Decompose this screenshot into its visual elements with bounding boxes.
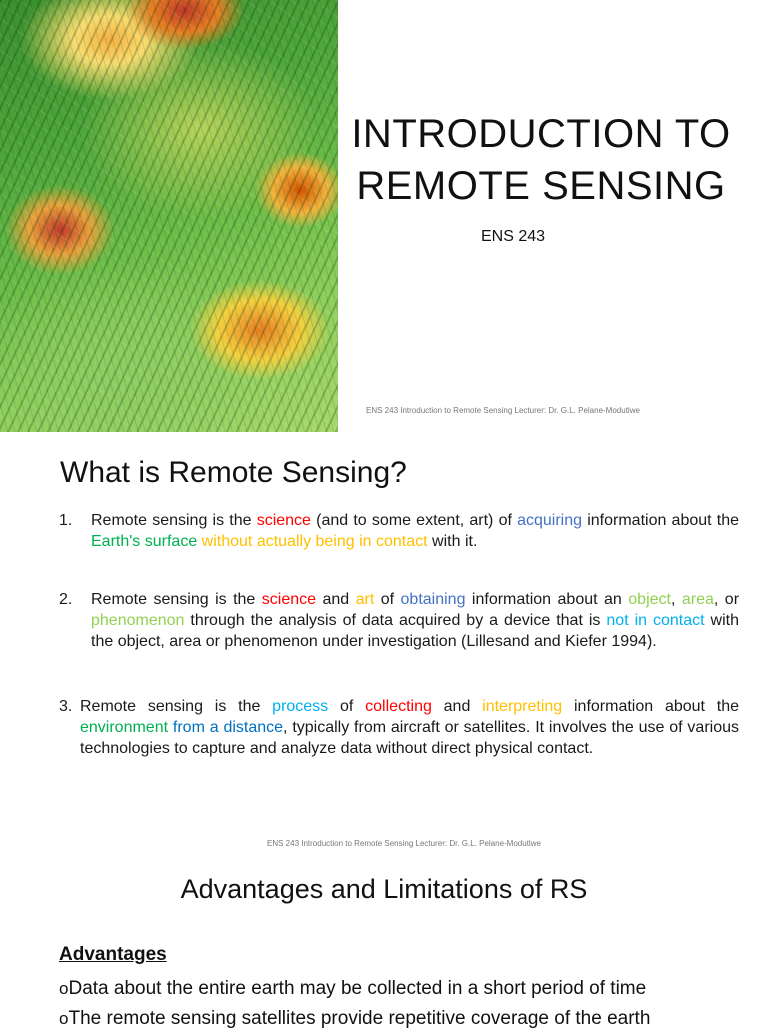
course-code: ENS 243 (481, 228, 546, 245)
highlight-process: process (272, 698, 329, 715)
advantage-item-2 (59, 1007, 650, 1031)
definition-item-2 (59, 589, 739, 652)
slide-footer: ENS 243 Introduction to Remote Sensing Lecturer: Dr. G.L. Pelane-Modutlwe (267, 839, 541, 848)
slide-footer: ENS 243 Introduction to Remote Sensing Lecturer: Dr. G.L. Pelane-Modutlwe (366, 406, 640, 415)
highlight-art: art (355, 591, 375, 608)
highlight-science: science (261, 591, 317, 608)
title-line-2: REMOTE SENSING (356, 164, 726, 208)
highlight-without-contact: without actually being in contact (201, 533, 428, 550)
advantages-slide (0, 860, 768, 1029)
highlight-acquiring: acquiring (517, 512, 583, 529)
item-number: 2. (59, 591, 73, 608)
bullet-icon: o (59, 1009, 69, 1028)
slide-title: What is Remote Sensing? (60, 456, 407, 489)
highlight-from-a-distance: from a distance (172, 719, 284, 736)
definition-item-1 (59, 510, 739, 552)
item-number: 1. (59, 512, 73, 529)
item-text: Remote sensing is the process of collecting and interpreting information about the environment from a distance, typically from aircraft or satellites. It involves the use of various technologies to capture and analyze data without direct physical contact. (80, 698, 740, 757)
advantage-item-1 (59, 977, 646, 1001)
highlight-obtaining: obtaining (400, 591, 466, 608)
slide-title: Advantages and Limitations of RS (180, 874, 588, 904)
item-number: 3. (59, 698, 73, 715)
advantage-text: Data about the entire earth may be collected in a short period of time (68, 978, 647, 999)
highlight-area: area (681, 591, 714, 608)
item-text: Remote sensing is the science and art of obtaining information about an object, area, or phenomenon through the analysis of data acquired by a device that is not in contact with the object, area or phenomenon under investigation (Lillesand and Kiefer 1994). (91, 591, 740, 650)
title-line-1: INTRODUCTION TO (351, 112, 731, 156)
slide-title (346, 108, 736, 212)
title-slide (0, 0, 768, 432)
advantage-text: The remote sensing satellites provide repetitive coverage of the earth (68, 1008, 651, 1029)
highlight-phenomenon: phenomenon (91, 612, 185, 629)
definition-slide (0, 432, 768, 860)
highlight-science: science (256, 512, 311, 529)
highlight-collecting: collecting (365, 698, 432, 715)
bullet-icon: o (59, 979, 69, 998)
highlight-earth-surface: Earth's surface (91, 533, 198, 550)
highlight-environment: environment (80, 719, 169, 736)
terrain-image (0, 0, 338, 432)
highlight-object: object (628, 591, 671, 608)
advantages-heading: Advantages (59, 944, 167, 965)
highlight-not-in-contact: not in contact (606, 612, 705, 629)
highlight-interpreting: interpreting (482, 698, 563, 715)
definition-item-3 (59, 696, 739, 759)
item-text: Remote sensing is the science (and to some extent, art) of acquiring information about the Earth's surface without actually being in contact with it. (91, 512, 740, 550)
